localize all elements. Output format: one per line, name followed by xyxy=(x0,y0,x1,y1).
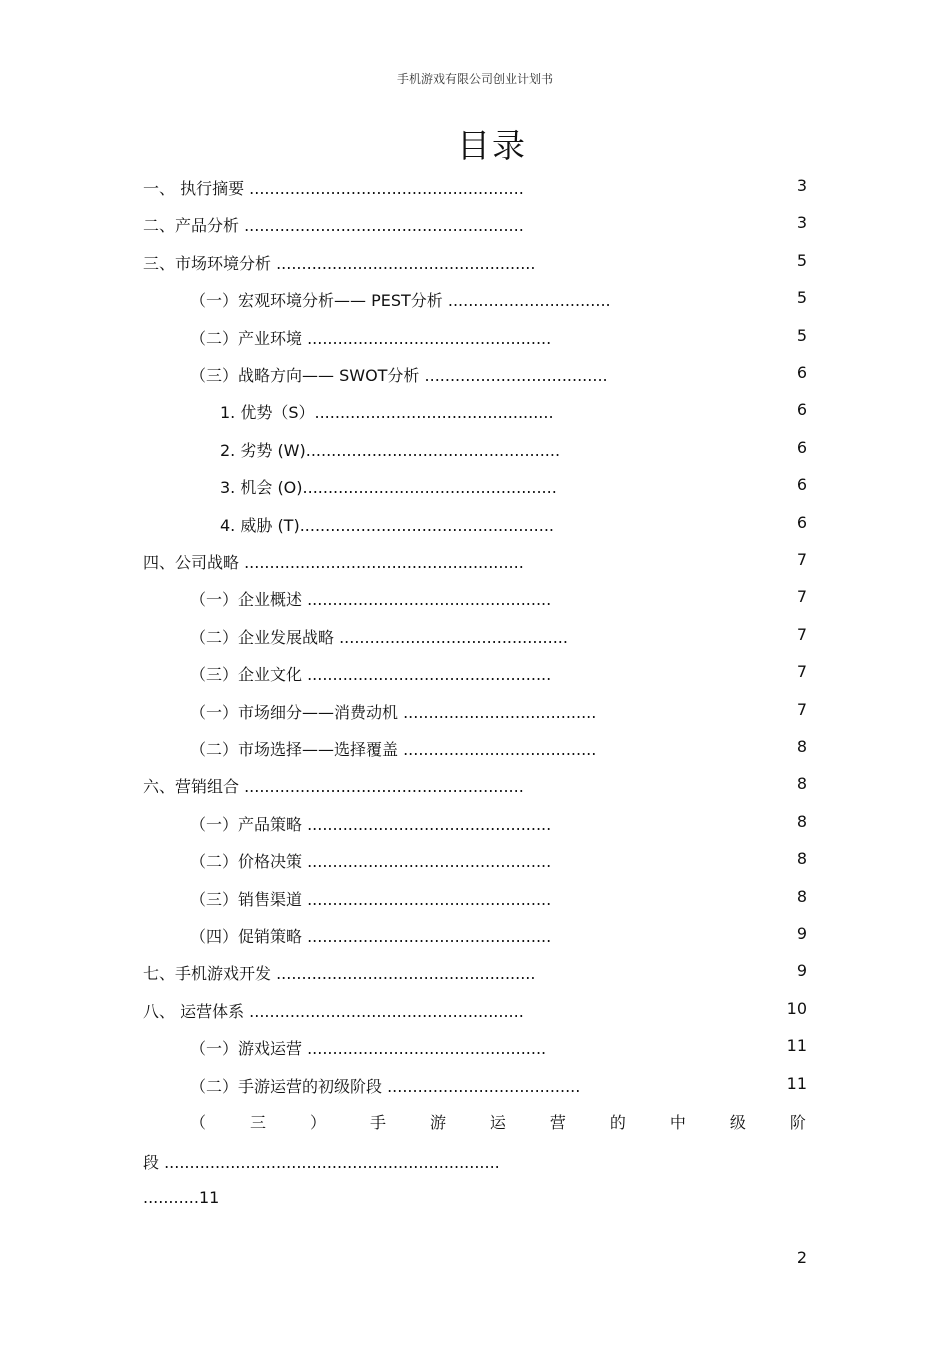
toc-entry[interactable] xyxy=(0,430,950,467)
toc-spaced-char: 中 xyxy=(669,1113,686,1132)
toc-entry[interactable] xyxy=(0,467,950,504)
toc-continuation-line-1: 段 .................................................................. xyxy=(143,1153,500,1172)
toc-spaced-entry xyxy=(190,1110,806,1133)
toc-entry-title: （二）企业发展战略 ............................................. xyxy=(190,627,568,647)
toc-entry-page: 7 xyxy=(796,699,807,719)
toc-spaced-char: （ xyxy=(190,1113,207,1132)
toc-entry[interactable] xyxy=(0,953,950,990)
toc-entry-page: 7 xyxy=(796,624,807,644)
running-header: 手机游戏有限公司创业计划书 xyxy=(396,72,553,86)
toc-entry-page: 9 xyxy=(796,961,807,981)
toc-entry-page: 3 xyxy=(796,213,807,233)
toc-entry-title: 一、 执行摘要 ...................................................... xyxy=(143,179,524,198)
toc-entry-title: 七、手机游戏开发 ................................................... xyxy=(143,964,536,984)
toc-entry-page: 6 xyxy=(796,512,807,532)
toc-continuation-line-2: ...........11 xyxy=(143,1188,220,1207)
toc-entry-page: 8 xyxy=(796,737,807,756)
toc-entry-page: 8 xyxy=(796,849,807,869)
toc-entry-page: 6 xyxy=(796,437,807,457)
toc-entry-page: 7 xyxy=(796,587,807,607)
toc-spaced-char: ） xyxy=(309,1113,326,1132)
toc-entry[interactable] xyxy=(0,205,950,242)
toc-entry[interactable] xyxy=(0,879,950,916)
toc-entry[interactable] xyxy=(0,1028,950,1065)
toc-spaced-char: 三 xyxy=(249,1113,266,1132)
toc-spaced-char: 阶 xyxy=(789,1113,806,1132)
toc-entry[interactable] xyxy=(0,1066,950,1103)
toc-entry-title: 四、公司战略 ....................................................... xyxy=(143,553,524,572)
toc-entry[interactable] xyxy=(0,542,950,579)
toc-entry-page: 7 xyxy=(796,662,807,682)
toc-entry-page: 5 xyxy=(796,288,807,308)
toc-entry-title: 3. 机会 (O).................................................. xyxy=(220,478,557,498)
toc-entry-title: （二）市场选择——选择覆盖 ...................................... xyxy=(190,740,597,759)
toc-entry[interactable] xyxy=(0,729,950,766)
toc-entry-page: 3 xyxy=(796,176,807,195)
toc-entry-title: 1. 优势（S）............................................... xyxy=(220,403,554,423)
toc-entry-title: （二）价格决策 ................................................ xyxy=(190,852,552,872)
toc-entry-page: 10 xyxy=(786,998,807,1018)
toc-entry[interactable] xyxy=(0,318,950,355)
toc-spaced-char: 级 xyxy=(729,1113,746,1132)
toc-entry-page: 6 xyxy=(796,475,807,495)
toc-entry-title: （一）企业概述 ................................................ xyxy=(190,590,552,610)
toc-entry-page: 9 xyxy=(796,924,807,943)
toc-entry-page: 8 xyxy=(796,774,807,794)
toc-entry-title: 八、 运营体系 ...................................................... xyxy=(143,1001,524,1021)
toc-entry[interactable] xyxy=(0,392,950,429)
toc-entry-title: （二）手游运营的初级阶段 ...................................... xyxy=(190,1076,581,1096)
toc-entry-page: 11 xyxy=(786,1073,807,1093)
page-title: 目录 xyxy=(457,126,527,165)
toc-entry-page: 5 xyxy=(796,325,807,345)
toc-entry-title: （三）销售渠道 ................................................ xyxy=(190,889,552,909)
toc-entry[interactable] xyxy=(0,579,950,616)
toc-entry-page: 6 xyxy=(796,400,807,420)
toc-entry[interactable] xyxy=(0,916,950,953)
toc-entry[interactable] xyxy=(0,692,950,729)
toc-entry-title: 二、产品分析 ....................................................... xyxy=(143,216,524,236)
toc-spaced-char: 营 xyxy=(549,1113,566,1132)
toc-spaced-char: 游 xyxy=(429,1113,446,1132)
toc-entry-page: 7 xyxy=(796,550,807,569)
toc-entry-title: （二）产业环境 ................................................ xyxy=(190,328,552,348)
toc-entry-title: （一）产品策略 ................................................ xyxy=(190,814,552,834)
toc-entry-title: （一）市场细分——消费动机 ...................................... xyxy=(190,702,597,722)
toc-entry[interactable] xyxy=(0,766,950,803)
toc-spaced-char: 运 xyxy=(489,1113,506,1132)
toc-entry[interactable] xyxy=(0,654,950,691)
toc-entry[interactable] xyxy=(0,355,950,392)
toc-entry-title: （四）促销策略 ................................................ xyxy=(190,927,552,946)
toc-entry[interactable] xyxy=(0,804,950,841)
toc-entry-title: 六、营销组合 ....................................................... xyxy=(143,777,524,797)
toc-entry-title: （三）战略方向—— SWOT分析 .................................... xyxy=(190,366,608,385)
toc-entry-title: 三、市场环境分析 ................................................... xyxy=(143,253,536,273)
toc-entry-page: 11 xyxy=(786,1036,807,1056)
toc-entry-page: 5 xyxy=(796,250,807,270)
toc-entry-title: （一）宏观环境分析—— PEST分析 ................................ xyxy=(190,291,611,311)
toc-spaced-char: 手 xyxy=(369,1113,386,1132)
toc-spaced-char: 的 xyxy=(609,1113,626,1132)
toc-entry[interactable] xyxy=(0,991,950,1028)
toc-entry[interactable] xyxy=(0,280,950,317)
toc-entry[interactable] xyxy=(0,168,950,205)
toc-entry[interactable] xyxy=(0,617,950,654)
toc-entry-page: 8 xyxy=(796,811,807,831)
page-number: 2 xyxy=(796,1248,807,1267)
toc-entry-title: 4. 威胁 (T).................................................. xyxy=(220,515,554,535)
toc-entry-title: （一）游戏运营 ............................................... xyxy=(190,1039,547,1059)
toc-entry-page: 8 xyxy=(796,886,807,906)
toc-entry[interactable] xyxy=(0,505,950,542)
toc-entry-title: 2. 劣势 (W).................................................. xyxy=(220,440,561,460)
toc-entry[interactable] xyxy=(0,841,950,878)
toc-entry-title: （三）企业文化 ................................................ xyxy=(190,665,552,685)
toc-entry-page: 6 xyxy=(796,363,807,382)
toc-entry[interactable] xyxy=(0,243,950,280)
